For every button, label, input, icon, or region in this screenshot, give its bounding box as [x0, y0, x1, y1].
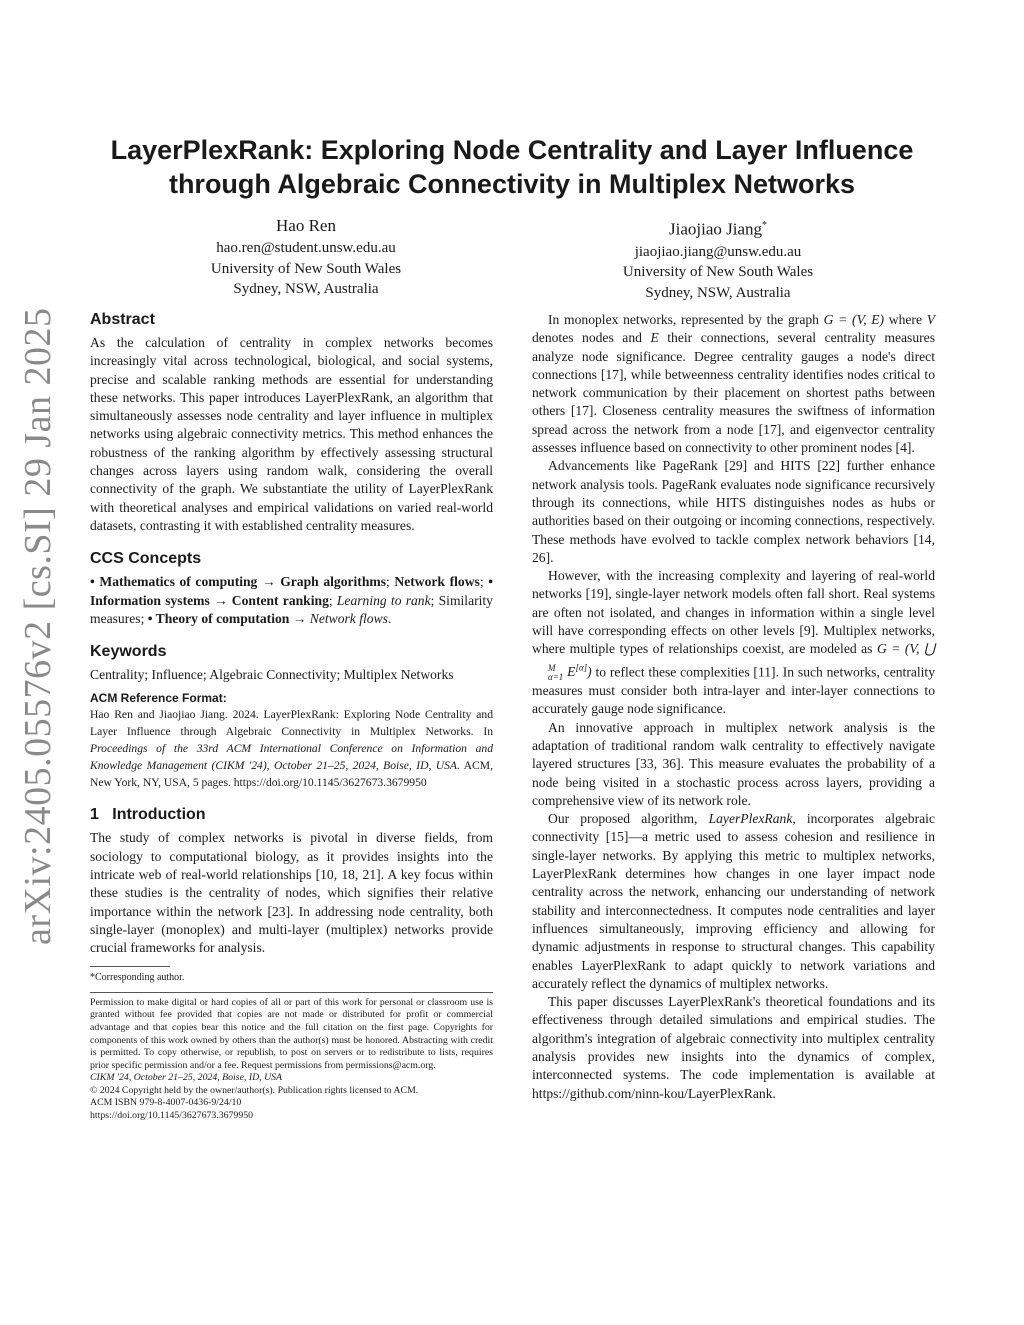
- doi-link[interactable]: https://doi.org/10.1145/3627673.3679950: [90, 1110, 254, 1122]
- permission-notice: Permission to make digital or hard copies of all or part of this work for personal or classroom use is granted without fee provided that copies are not made or distributed for profit or commercial advantage and that copies bear this notice and the full citation on the first page. Copyrights for components of this work owned by others than the author(s) must be honored. Abstracting with credit is permitted. To copy otherwise, or republish, to post on servers or to redistribute to lists, requires prior specific permission and/or a fee. Request permissions from permissions@acm.org.: [90, 996, 493, 1071]
- proposed-algorithm-paragraph: Our proposed algorithm, LayerPlexRank, incorporates algebraic connectivity [15]—a metric used to assess cohesion and resilience in single-layer networks. By applying this metric to multiplex networks, LayerPlexRank determines how changes in one layer impact node centrality across the network, enhancing our understanding of network stability and interconnectedness. It computes node centralities and layer influences simultaneously, improving efficiency and allowing for dynamic adjustments in response to structural changes. This capability enables LayerPlexRank to adapt quickly to network variations and accurately reflect the dynamics of multiplex networks.: [532, 811, 935, 991]
- acm-reference-text: Hao Ren and Jiaojiao Jiang. 2024. LayerPlexRank: Exploring Node Centrality and Layer Influence through Algebraic Connectivity in Multiplex Networks. In Proceedings of the 33rd ACM International Conference on Information and Knowledge Management (CIKM '24), October 21–25, 2024, Boise, ID, USA. ACM, New York, NY, USA, 5 pages. https://doi.org/10.1145/3627673.3679950: [90, 708, 493, 789]
- abstract-text: As the calculation of centrality in complex networks becomes increasingly vital across technological, biological, and social systems, precise and scalable ranking methods are essential for understanding these networks. This paper introduces LayerPlexRank, an algorithm that simultaneously assesses node centrality and layer influence in multiplex networks using algebraic connectivity metrics. This method enhances the robustness of the ranking algorithm by effectively assessing structural changes across layers using random walk, considering the overall connectivity of the graph. We substantiate the utility of LayerPlexRank with theoretical analyses and empirical validations on varied real-world datasets, contrasting it with established centrality measures.: [90, 335, 493, 533]
- copyright-notice: © 2024 Copyright held by the owner/author(s). Publication rights licensed to ACM.: [90, 1084, 419, 1096]
- conference-info: CIKM '24, October 21–25, 2024, Boise, ID, USA: [90, 1072, 283, 1084]
- multiplex-paragraph: However, with the increasing complexity and layering of real-world networks [19], single-layer network models often fall short. Real systems are often not isolated, and changes in information within a single level will have corresponding effects on other levels [9]. Multiplex networks, where multiple types of relationships coexist, are modeled as G = (V, ⋃ M α=1 E[α]) to reflect these complexities [11]. In such networks, centrality measures must consider both intra-layer and inter-layer connections to accurately gauge node significance.: [532, 568, 936, 717]
- monoplex-paragraph: In monoplex networks, represented by the graph G = (V, E) where V denotes nodes and E their connections, several centrality measures analyze node significance. Degree centrality gauges a node's direct connections [17], while betweenness centrality identifies nodes critical to network communication by their placement on shortest paths between others [17]. Closeness centrality measures the swiftness of information spread across the network from a node [17], and eigenvector centrality assesses influence based on connectivity to other prominent nodes [4].: [532, 312, 935, 456]
- random-walk-paragraph: An innovative approach in multiplex network analysis is the adaptation of traditional random walk centrality to effectively navigate layered structures [33, 36]. This measure evaluates the probability of a node being visited in a stochastic process across layers, providing a comprehensive view of its network role.: [532, 719, 935, 808]
- author-affiliation: University of New South Wales: [210, 260, 402, 277]
- author-location: Sydney, NSW, Australia: [645, 284, 791, 301]
- abstract-heading: Abstract: [90, 311, 155, 328]
- introduction-paragraph: The study of complex networks is pivotal in diverse fields, from sociology to computational biology, as it provides insights into the intricate web of real-world relationships [10, 18, 21]. A key focus within these studies is the centrality of nodes, which signifies their relative importance within the network [23]. In addressing node centrality, both single-layer (monoplex) and multi-layer (multiplex) networks provide crucial frameworks for analysis.: [90, 830, 493, 956]
- footnote-divider: [90, 966, 170, 967]
- author-email[interactable]: hao.ren@student.unsw.edu.au: [216, 240, 396, 256]
- introduction-heading: 1 Introduction: [90, 806, 206, 824]
- paper-title: [60, 133, 964, 201]
- keywords-heading: Keywords: [90, 643, 167, 661]
- keywords-text: Centrality; Influence; Algebraic Connectivity; Multiplex Networks: [90, 667, 454, 683]
- ccs-concepts: • Mathematics of computing → Graph algorithms; Network flows; • Information systems → Content ranking; Learning to rank; Similarity measures; • Theory of computation → Network flows.: [90, 574, 493, 626]
- author-affiliation: University of New South Wales: [622, 264, 814, 281]
- corresponding-author-mark: *: [762, 220, 767, 231]
- isbn: ACM ISBN 979-8-4007-0436-9/24/10: [90, 1097, 242, 1109]
- pagerank-paragraph: Advancements like PageRank [29] and HITS [22] further enhance network analysis tools. PageRank evaluates node significance recursively through its connections, while HITS distinguishes nodes as hubs or authorities based on their outgoing or incoming connections, respectively. These methods have evolved to tackle complex network behaviors [14, 26].: [532, 458, 935, 565]
- arxiv-identifier: arXiv:2405.05576v2 [cs.SI] 29 Jan 2025: [17, 307, 59, 945]
- left-column: [90, 308, 493, 1123]
- permission-divider: [90, 992, 493, 993]
- footnote-corresponding-author: *Corresponding author.: [90, 971, 185, 983]
- acm-reference-heading: ACM Reference Format:: [90, 691, 227, 706]
- title-line-1: LayerPlexRank: Exploring Node Centrality and Layer Influence: [110, 135, 914, 165]
- author-block-1: [156, 214, 456, 300]
- author-email[interactable]: jiaojiao.jiang@unsw.edu.au: [634, 243, 802, 260]
- title-line-2: through Algebraic Connectivity in Multiplex Networks: [168, 169, 856, 199]
- right-column: [532, 311, 935, 1103]
- author-name: Jiaojiao Jiang*: [668, 219, 767, 239]
- author-block-2: [568, 214, 868, 303]
- math-graph: G = (V, E): [823, 312, 885, 327]
- author-name: Hao Ren: [276, 216, 336, 235]
- paper-overview-paragraph: This paper discusses LayerPlexRank's theoretical foundations and its effectiveness through detailed simulations and empirical studies. The algorithm's integration of algebraic connectivity into multiplex centrality analysis provides new insights into the dynamics of complex, interconnected systems. The code implementation is available at https://github.com/ninn-kou/LayerPlexRank.: [532, 994, 935, 1101]
- math-multiplex: G = (V, ⋃ M α=1 E[α]): [548, 641, 936, 683]
- ccs-heading: CCS Concepts: [90, 550, 202, 568]
- author-location: Sydney, NSW, Australia: [233, 281, 379, 297]
